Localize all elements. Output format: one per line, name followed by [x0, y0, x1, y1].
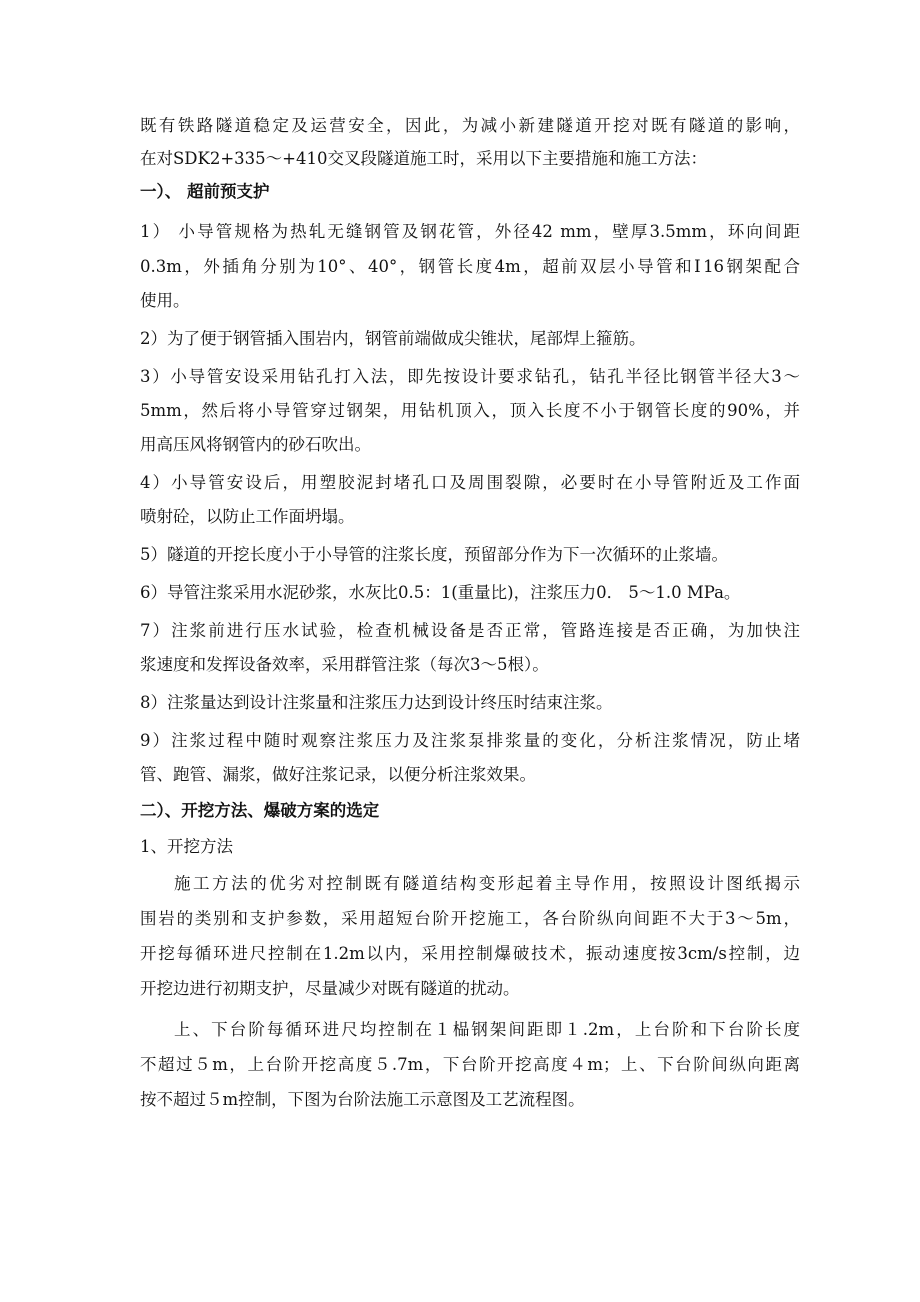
paragraph-line: 1） 小导管规格为热轧无缝钢管及钢花管，外径42 mm，壁厚3.5mm，环向间距: [140, 222, 800, 241]
paragraph-line: 开挖边进行初期支护，尽量减少对既有隧道的扰动。: [140, 979, 520, 998]
paragraph-line: 既有铁路隧道稳定及运营安全，因此，为减小新建隧道开挖对既有隧道的影响，: [140, 116, 800, 135]
paragraph-line: 9）注浆过程中随时观察注浆压力及注浆泵排浆量的变化，分析注浆情况，防止堵: [140, 731, 800, 750]
paragraph-line: 3）小导管安设采用钻孔打入法，即先按设计要求钻孔，钻孔半径比钢管半径大3～: [140, 367, 800, 386]
paragraph-line: 围岩的类别和支护参数，采用超短台阶开挖施工，各台阶纵向间距不大于3～5m，: [140, 909, 800, 928]
paragraph-line: 上、下台阶每循环进尺均控制在１榀钢架间距即１.2m，上台阶和下台阶长度: [174, 1020, 800, 1039]
paragraph-line: 5mm，然后将小导管穿过钢架，用钻机顶入，顶入长度不小于钢管长度的90%，并: [140, 401, 800, 420]
paragraph-line: 7）注浆前进行压水试验，检查机械设备是否正常，管路连接是否正确，为加快注: [140, 621, 800, 640]
paragraph-line: 在对SDK2+335～+410交叉段隧道施工时，采用以下主要措施和施工方法：: [140, 149, 707, 168]
section-heading: 一）、 超前预支护: [140, 182, 270, 201]
paragraph-line: 8）注浆量达到设计注浆量和注浆压力达到设计终压时结束注浆。: [140, 693, 613, 712]
paragraph-line: 6）导管注浆采用水泥砂浆，水灰比0.5：1(重量比)，注浆压力0． 5～1.0 MPa。: [140, 583, 741, 602]
paragraph-line: 使用。: [140, 291, 190, 310]
paragraph-line: 不超过５m，上台阶开挖高度５.7m，下台阶开挖高度４m；上、下台阶间纵向距离: [140, 1055, 800, 1074]
paragraph-line: 喷射砼，以防止工作面坍塌。: [140, 507, 355, 526]
paragraph-line: 按不超过５m控制，下图为台阶法施工示意图及工艺流程图。: [140, 1090, 585, 1109]
paragraph-line: 开挖每循环进尺控制在1.2m以内，采用控制爆破技术，振动速度按3cm/s控制，边: [140, 944, 800, 963]
paragraph-line: 2）为了便于钢管插入围岩内，钢管前端做成尖锥状，尾部焊上箍筋。: [140, 329, 646, 348]
paragraph-line: 施工方法的优劣对控制既有隧道结构变形起着主导作用，按照设计图纸揭示: [174, 874, 800, 893]
paragraph-line: 浆速度和发挥设备效率，采用群管注浆（每次3～5根）。: [140, 655, 549, 674]
paragraph-line: 5）隧道的开挖长度小于小导管的注浆长度，预留部分作为下一次循环的止浆墙。: [140, 545, 728, 564]
paragraph-line: 0.3m，外插角分别为10°、40°，钢管长度4m，超前双层小导管和Ⅰ16钢架配合: [140, 257, 800, 276]
paragraph-line: 用高压风将钢管内的砂石吹出。: [140, 435, 371, 454]
paragraph-line: 4）小导管安设后，用塑胶泥封堵孔口及周围裂隙，必要时在小导管附近及工作面: [140, 473, 800, 492]
subsection-heading: 1、开挖方法: [140, 837, 233, 856]
section-heading: 二）、开挖方法、爆破方案的选定: [140, 801, 380, 820]
paragraph-line: 管、跑管、漏浆，做好注浆记录，以便分析注浆效果。: [140, 765, 536, 784]
